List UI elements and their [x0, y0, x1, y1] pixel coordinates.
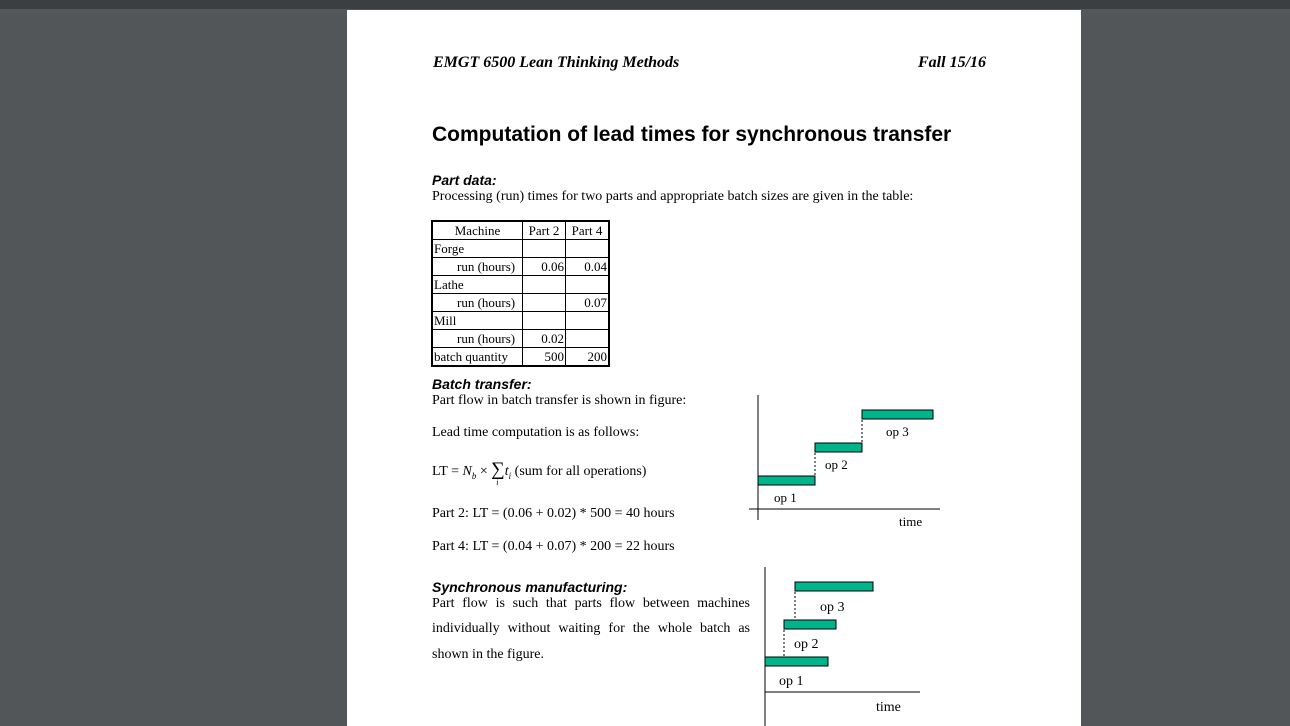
viewer-toolbar [0, 0, 1290, 9]
formula-sigma-sub: i [496, 478, 499, 487]
cell-part-4: 0.07 [566, 294, 610, 312]
synchronous-figure [765, 567, 920, 726]
row-label: Forge [432, 240, 523, 258]
op-3-bar [795, 582, 873, 591]
op-3-label: op 3 [820, 600, 845, 615]
header-part-2: Part 2 [523, 221, 566, 240]
part-data-intro: Processing (run) times for two parts and appropriate batch sizes are given in the table: [432, 189, 914, 204]
op-2-label: op 2 [825, 457, 848, 472]
formula-n-sub: b [471, 470, 477, 481]
header-part-4: Part 4 [566, 221, 610, 240]
formula-sigma: ∑ [491, 459, 505, 480]
batch-transfer-heading: Batch transfer: [432, 376, 532, 392]
synchronous-line-3: shown in the figure. [432, 647, 544, 662]
batch-transfer-line-1: Part flow in batch transfer is shown in figure: [432, 393, 687, 408]
synchronous-line-1: Part flow is such that parts flow between machines [432, 596, 750, 611]
formula-t: t [504, 464, 509, 479]
part-data-heading: Part data: [432, 172, 497, 188]
term-header: Fall 15/16 [918, 54, 987, 71]
cell-part-4: 200 [566, 348, 610, 367]
batch-transfer-line-2: Lead time computation is as follows: [432, 425, 640, 440]
op-2-bar [784, 620, 836, 629]
formula-rest: (sum for all operations) [511, 464, 647, 479]
page-title: Computation of lead times for synchronous transfer [432, 123, 952, 146]
row-label: batch quantity [432, 348, 523, 367]
op-2-label: op 2 [794, 637, 819, 652]
synchronous-heading: Synchronous manufacturing: [432, 579, 628, 595]
cell-part-2: 0.02 [523, 330, 566, 348]
formula-t-sub: i [508, 470, 512, 481]
part-2-lead-time: Part 2: LT = (0.06 + 0.02) * 500 = 40 hours [432, 506, 675, 521]
time-axis-label: time [899, 514, 923, 529]
row-label: run (hours) [432, 258, 523, 276]
op-1-bar [765, 657, 828, 666]
course-header: EMGT 6500 Lean Thinking Methods [433, 54, 680, 71]
op-1-label: op 1 [774, 490, 797, 505]
formula-n: N [462, 464, 472, 479]
formula-times: × [476, 464, 492, 479]
flow-figures [347, 10, 1081, 726]
row-label: Mill [432, 312, 523, 330]
part-4-lead-time: Part 4: LT = (0.04 + 0.07) * 200 = 22 hours [432, 539, 675, 554]
synchronous-line-2: individually without waiting for the whole batch as [432, 621, 750, 636]
time-axis-label: time [876, 700, 901, 715]
op-2-bar [815, 443, 862, 452]
op-3-bar [862, 410, 933, 419]
cell-part-2: 0.06 [523, 258, 566, 276]
batch-transfer-figure [749, 395, 940, 529]
row-label: run (hours) [432, 330, 523, 348]
header-machine: Machine [432, 221, 523, 240]
formula-lhs: LT = [432, 464, 463, 479]
op-1-label: op 1 [779, 674, 804, 689]
op-1-bar [758, 476, 815, 485]
op-3-label: op 3 [886, 424, 909, 439]
row-label: run (hours) [432, 294, 523, 312]
document-page [347, 10, 1081, 726]
cell-part-4: 0.04 [566, 258, 610, 276]
cell-part-2: 500 [523, 348, 566, 367]
row-label: Lathe [432, 276, 523, 294]
